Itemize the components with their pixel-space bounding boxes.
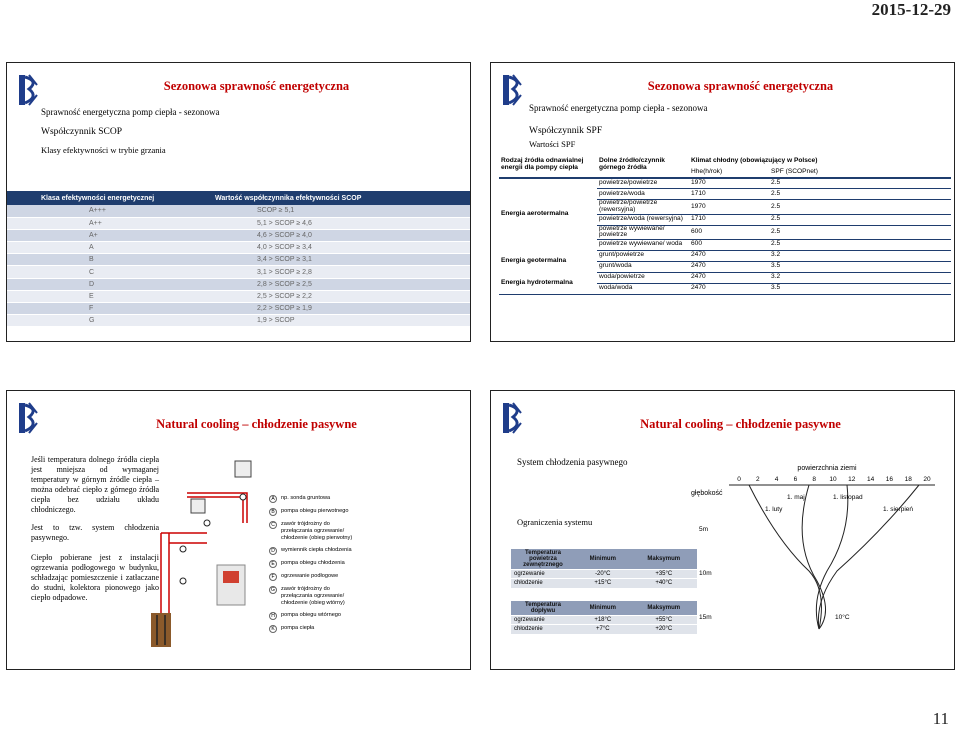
category: Energia aerotermalna xyxy=(501,210,569,218)
legend-text: zawór trójdrożny do przełączania ogrzewanie/ chłodzenie (obieg wtórny) xyxy=(281,586,345,606)
cell: 2,8 > SCOP ≥ 2,5 xyxy=(187,278,471,290)
paragraph: Jest to tzw. system chłodzenia pasywnego. xyxy=(31,523,159,542)
temperature-ticks xyxy=(737,476,931,483)
cell: powietrze/powietrze xyxy=(597,178,689,189)
table-row xyxy=(511,625,697,634)
schematic-legend xyxy=(269,495,459,638)
legend-key: A xyxy=(269,495,277,503)
cell: 1,9 > SCOP xyxy=(187,315,471,327)
cell: powietrze/powietrze (rewersyjna) xyxy=(597,200,689,214)
cell: 1710 xyxy=(689,189,769,200)
table-header: Maksymum xyxy=(631,601,697,616)
temperature-tick-label: 4 xyxy=(774,476,779,483)
table-header xyxy=(689,157,951,178)
table-header: Wartość współczynnika efektywności SCOP xyxy=(187,191,471,205)
cell: 4,6 > SCOP ≥ 4,0 xyxy=(187,229,471,241)
legend-key: B xyxy=(269,508,277,516)
legend-key: C xyxy=(269,521,277,529)
temperature-tick-label: 16 xyxy=(885,476,894,483)
table-row xyxy=(7,278,471,290)
page-number: 11 xyxy=(932,709,949,728)
cell: powietrze/woda (rewersyjna) xyxy=(597,214,689,225)
cell: F xyxy=(7,303,187,315)
cell: +20°C xyxy=(631,625,697,634)
cell: E xyxy=(7,290,187,302)
scop-table xyxy=(7,191,471,327)
cell: 3.2 xyxy=(769,250,951,261)
temperature-tick-label: 0 xyxy=(737,476,741,483)
table-row xyxy=(7,254,471,266)
cell: A xyxy=(7,242,187,254)
cell: powietrze wywiewane/ powietrze xyxy=(597,225,689,239)
slide-natural-cooling-2 xyxy=(490,390,955,670)
table-header: Klasa efektywności energetycznej xyxy=(7,191,187,205)
depth-tick-label: 5m xyxy=(699,526,709,533)
cell: +55°C xyxy=(631,616,697,625)
cell: +40°C xyxy=(631,579,697,588)
cell: +18°C xyxy=(575,616,631,625)
climate-header: Klimat chłodny (obowiązujący w Polsce) xyxy=(691,157,818,164)
paragraph: Ciepło pobierane jest z instalacji ogrzewania podłogowego w budynku, schładzając pomieszczenie i zatłaczane do studni, kolektora pionowego jako ciepło odpadowe. xyxy=(31,553,159,602)
subheading: Klasy efektywności w trybie grzania xyxy=(41,145,166,155)
table-row xyxy=(511,570,697,579)
cell: +35°C xyxy=(631,570,697,579)
spf-table xyxy=(499,157,951,295)
company-logo xyxy=(15,71,41,109)
paragraph: Jeśli temperatura dolnego źródła ciepła jest mniejsza od wymaganej temperatury w górnym źródle ciepła – można odebrać ciepło z górnego źródła ciepła bez udziału układu chłodniczego. xyxy=(31,455,159,514)
legend-item xyxy=(269,612,459,620)
cell: 3,1 > SCOP ≥ 2,8 xyxy=(187,266,471,278)
cell: 1970 xyxy=(689,178,769,189)
cell: A+++ xyxy=(7,205,187,217)
temperature-tick-label: 14 xyxy=(866,476,875,483)
legend-key: G xyxy=(269,586,277,594)
cell: grunt/powietrze xyxy=(597,250,689,261)
company-logo xyxy=(15,399,41,437)
cell: 2.5 xyxy=(769,189,951,200)
legend-item xyxy=(269,508,459,516)
temperature-tick-label: 18 xyxy=(904,476,912,483)
cell: A+ xyxy=(7,229,187,241)
slide-title: Natural cooling – chłodzenie pasywne xyxy=(156,417,357,431)
table-row xyxy=(7,303,471,315)
category: Energia hydrotermalna xyxy=(499,272,597,294)
cell: B xyxy=(7,254,187,266)
category: Energia geotermalna xyxy=(501,256,567,264)
curve-label: 1. listopad xyxy=(833,494,863,501)
temperature-tick-label: 10 xyxy=(829,476,837,483)
table-row xyxy=(511,579,697,588)
table-row xyxy=(499,178,951,189)
ground-temperature-diagram xyxy=(687,461,951,661)
table-header: Minimum xyxy=(575,601,631,616)
legend-text: pompa obiegu chłodzenia xyxy=(281,560,345,566)
cell: 2.5 xyxy=(769,214,951,225)
legend-key: D xyxy=(269,547,277,555)
cell: 2.5 xyxy=(769,225,951,239)
depth-label: głębokość xyxy=(691,490,723,497)
cell: woda/woda xyxy=(597,283,689,294)
cell: +15°C xyxy=(575,579,631,588)
cell: ogrzewanie xyxy=(511,616,575,625)
cell: chłodzenie xyxy=(511,579,575,588)
temperature-tick-label: 6 xyxy=(793,476,798,483)
cell: 1710 xyxy=(689,214,769,225)
cell: grunt/woda xyxy=(597,261,689,272)
legend-item xyxy=(269,560,459,568)
legend-text: np. sonda gruntowa xyxy=(281,495,331,501)
cell: +7°C xyxy=(575,625,631,634)
cell: G xyxy=(7,315,187,327)
subheading: Ograniczenia systemu xyxy=(517,517,593,527)
cell: 2,2 > SCOP ≥ 1,9 xyxy=(187,303,471,315)
legend-key: H xyxy=(269,612,277,620)
cell: 2470 xyxy=(689,272,769,283)
table-header: Minimum xyxy=(575,549,631,570)
cell: 600 xyxy=(689,225,769,239)
cell: 3.5 xyxy=(769,283,951,294)
cell: 2470 xyxy=(689,261,769,272)
cell: -20°C xyxy=(575,570,631,579)
table-row xyxy=(7,290,471,302)
table-header: Maksymum xyxy=(631,549,697,570)
table-row xyxy=(7,217,471,229)
table-row xyxy=(7,205,471,217)
table-row xyxy=(511,616,697,625)
cell: 5,1 > SCOP ≥ 4,6 xyxy=(187,217,471,229)
table-row xyxy=(7,229,471,241)
cell: 2.5 xyxy=(769,200,951,214)
legend-item xyxy=(269,625,459,633)
cell: powietrze wywiewane/ woda xyxy=(597,239,689,250)
subheading: Wartości SPF xyxy=(529,139,576,149)
cell: 1970 xyxy=(689,200,769,214)
surface-label: powierzchnia ziemi xyxy=(797,465,857,472)
slide-natural-cooling-1 xyxy=(6,390,471,670)
slide-subtitle: Sprawność energetyczna pomp ciepła - sezonowa xyxy=(529,103,708,113)
cell: D xyxy=(7,278,187,290)
legend-text: pompa obiegu pierwotnego xyxy=(281,508,349,514)
legend-text: pompa ciepła xyxy=(281,625,315,631)
curve-label: 1. sierpień xyxy=(883,506,913,513)
table-row xyxy=(499,272,951,283)
depth-tick-label: 10m xyxy=(699,570,712,577)
slide-title: Sezonowa sprawność energetyczna xyxy=(163,79,350,93)
cell: 3.5 xyxy=(769,261,951,272)
cell: 3.2 xyxy=(769,272,951,283)
cell: 2,5 > SCOP ≥ 2,2 xyxy=(187,290,471,302)
curve-label: 1. maj xyxy=(787,494,805,501)
cell: 2.5 xyxy=(769,178,951,189)
legend-text: wymiennik ciepła chłodzenia xyxy=(281,547,352,553)
outdoor-temp-table xyxy=(511,549,697,588)
table-row xyxy=(499,250,951,261)
table-header: Temperatura dopływu xyxy=(511,601,575,616)
legend-item xyxy=(269,547,459,555)
slide-title: Natural cooling – chłodzenie pasywne xyxy=(640,417,841,431)
temperature-tick-label: 2 xyxy=(755,476,760,483)
depth-ticks xyxy=(699,526,712,621)
temperature-tick-label: 20 xyxy=(923,476,931,483)
cell: 2470 xyxy=(689,283,769,294)
curve-maj xyxy=(802,485,825,629)
curve-luty xyxy=(749,485,821,629)
page-date: 2015-12-29 xyxy=(871,0,951,19)
heading: System chłodzenia pasywnego xyxy=(517,457,628,467)
cell: A++ xyxy=(7,217,187,229)
cell: 4,0 > SCOP ≥ 3,4 xyxy=(187,242,471,254)
cell: C xyxy=(7,266,187,278)
cell: chłodzenie xyxy=(511,625,575,634)
cell: 2.5 xyxy=(769,239,951,250)
table-header: Rodzaj źródła odnawialnej energii dla pompy ciepła xyxy=(499,157,597,178)
curve-label: 1. luty xyxy=(765,506,783,513)
deep-temperature-label: 10°C xyxy=(835,614,850,621)
slide-spf xyxy=(490,62,955,342)
heading: Współczynnik SPF xyxy=(529,126,603,136)
slide-title: Sezonowa sprawność energetyczna xyxy=(647,79,834,93)
slide-scop xyxy=(6,62,471,342)
cell: woda/powietrze xyxy=(597,272,689,283)
legend-item xyxy=(269,495,459,503)
heading: Współczynnik SCOP xyxy=(41,127,123,137)
cell: 600 xyxy=(689,239,769,250)
table-header: Temperatura powietrza zewnętrznego xyxy=(511,549,575,570)
supply-temp-table xyxy=(511,601,697,634)
cell: SCOP ≥ 5,1 xyxy=(187,205,471,217)
depth-tick-label: 15m xyxy=(699,614,712,621)
legend-text: ogrzewanie podłogowe xyxy=(281,573,339,579)
legend-key: F xyxy=(269,573,277,581)
company-logo xyxy=(499,399,525,437)
temperature-tick-label: 8 xyxy=(812,476,817,483)
legend-key: E xyxy=(269,560,277,568)
table-row xyxy=(7,242,471,254)
cell: 3,4 > SCOP ≥ 3,1 xyxy=(187,254,471,266)
cell: ogrzewanie xyxy=(511,570,575,579)
legend-key: K xyxy=(269,625,277,633)
table-row xyxy=(7,266,471,278)
company-logo xyxy=(499,71,525,109)
spf-header: SPF (SCOPnet) xyxy=(771,167,818,175)
slide-subtitle: Sprawność energetyczna pomp ciepła - sezonowa xyxy=(41,107,220,117)
table-row xyxy=(7,315,471,327)
cooling-schematic-diagram xyxy=(147,453,267,649)
legend-text: zawór trójdrożny do przełączania ogrzewanie/ chłodzenie (obieg pierwotny) xyxy=(281,521,353,541)
cell: powietrze/woda xyxy=(597,189,689,200)
cell: 2470 xyxy=(689,250,769,261)
legend-item xyxy=(269,573,459,581)
table-header: Dolne źródło/czynnik górnego źródła xyxy=(597,157,689,178)
legend-item xyxy=(269,586,459,607)
legend-item xyxy=(269,521,459,542)
legend-text: pompa obiegu wtórnego xyxy=(281,612,342,618)
temperature-tick-label: 12 xyxy=(848,476,856,483)
hhe-header: Hhe(h/rok) xyxy=(691,167,723,175)
